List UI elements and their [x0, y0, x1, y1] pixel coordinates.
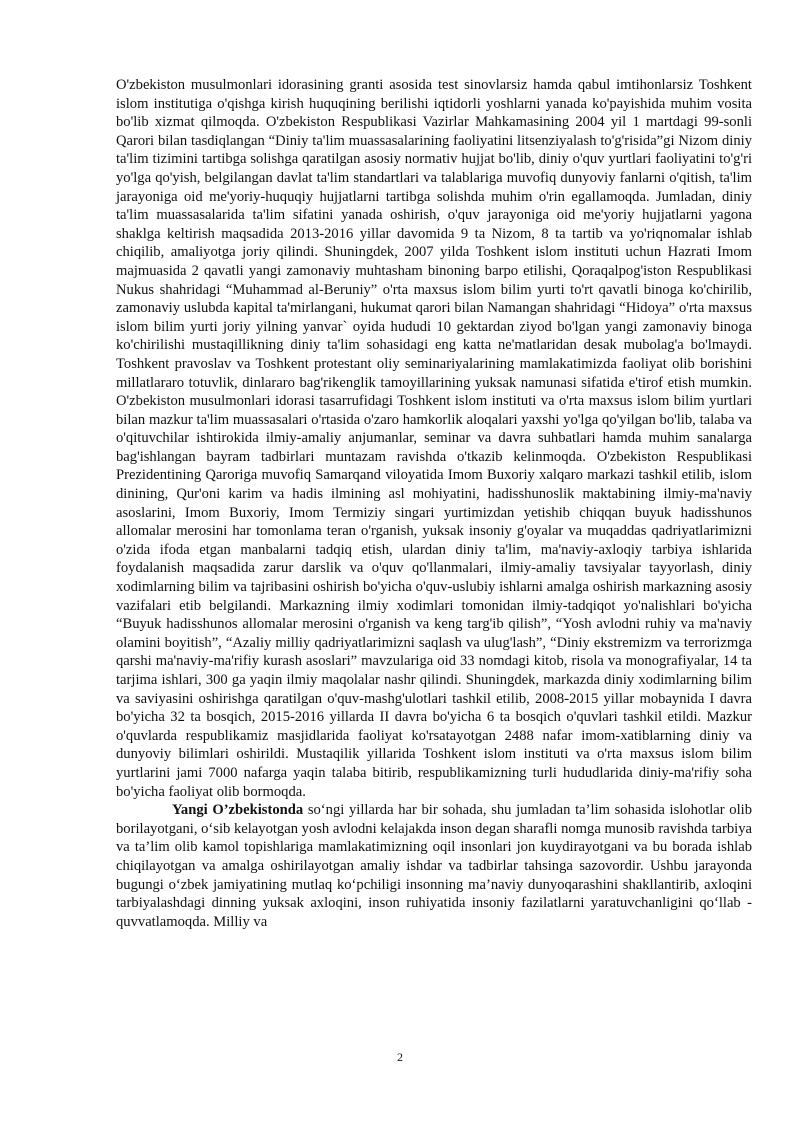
paragraph-lead-bold: Yangi O’zbekistonda — [172, 802, 304, 819]
body-text — [116, 76, 752, 931]
paragraph — [116, 801, 752, 931]
paragraph-body: so‘ngi yillarda har bir sohada, shu jumladan ta’lim sohasida islohotlar olib borilayotgani, o‘sib kelayotgan yosh avlodni kelajakda inson degan sharafli nomga munosib ravishda tarbiya va ta’lim olib kamol topishlariga mamlakatimizning oqil insonlari jon kuydirayotgani va bu borada ishlab chiqilayotgan va amalga oshirilayotgan amaliy ishdar va tadbirlar tahsinga sazovordir. Ushbu jarayonda bugungi o‘zbek jamiyatining mutlaq ko‘pchiligi insonning ma’naviy dunyoqarashini shakllantirib, axloqini tarbiyalashdagi dinning yuksak axloqini, inson ruhiyatida insoniy fazilatlarni yaratuvchanligini qo‘llab - quvvatlamoqda. Milliy va — [116, 802, 752, 930]
page-number: 2 — [397, 1050, 403, 1064]
paragraph: O'zbekiston musulmonlari idorasining granti asosida test sinovlarsiz hamda qabul imtihonlarsiz Toshkent islom institutiga o'qishga kirish huquqining berilishi iqtidorli yoshlarni yanada ko'payishida muhim vosita bo'lib xizmat qilmoqda. O'zbekiston Respublikasi Vazirlar Mahkamasining 2004 yil 1 martdagi 99-sonli Qarori bilan tasdiqlangan “Diniy ta'lim muassasalarining faoliyatini litsenziyalash to'g'risida”gi Nizom diniy ta'lim tizimini tartibga solishga qaratilgan asosiy normativ hujjat bo'lib, diniy o'quv yurtlari faoliyatini to'g'ri yo'lga qo'yish, belgilangan davlat ta'lim standartlari va talablariga muvofiq dunyoviy fanlarni o'qitish, ta'lim jarayoniga oid me'yoriy-huquqiy hujjatlarni tartibga solishda muhim o'rin egallamoqda. Jumladan, diniy ta'lim muassasalarida ta'lim sifatini yanada oshirish, o'quv jarayoniga oid me'yoriy hujjatlarni yagona shaklga keltirish maqsadida 2013-2016 yillar davomida 9 ta Nizom, 8 ta tartib va yo'riqnomalar ishlab chiqilib, amaliyotga joriy qilindi. Shuningdek, 2007 yilda Toshkent islom instituti uchun Hazrati Imom majmuasida 2 qavatli yangi zamonaviy muhtasham binoning barpo etilishi, Qoraqalpog'iston Respublikasi Nukus shahridagi “Muhammad al-Beruniy” o'rta maxsus islom bilim yurti to'rt qavatli binoga ko'chirilib, zamonaviy uslubda kapital ta'mirlangani, hukumat qarori bilan Namangan shahridagi “Hidoya” o'rta maxsus islom bilim yurti joriy yilning yanvar` oyida hududi 10 gektardan ziyod bo'lgan yangi zamonaviy binoga ko'chirilishi mustaqillikning diniy ta'lim sohasidagi eng katta ne'matlaridan desak mubolag'a bo'lmaydi. Toshkent pravoslav va Toshkent protestant oliy seminariyalarining mamlakatimizda faoliyat olib borishini millatlararo totuvlik, dinlararo bag'rikenglik tamoyillarining yuksak namunasi sifatida e'tirof etish mumkin. O'zbekiston musulmonlari idorasi tasarrufidagi Toshkent islom instituti va o'rta maxsus islom bilim yurtlari bilan mazkur ta'lim muassasalari o'rtasida o'zaro hamkorlik aloqalari yaxshi yo'lga qo'yilgan bo'lib, talaba va o'qituvchilar ishtirokida ilmiy-amaliy anjumanlar, seminar va davra suhbatlari hamda muhim sanalarga bag'ishlangan bayram tadbirlari muntazam ravishda o'tkazib kelinmoqda. O'zbekiston Respublikasi Prezidentining Qaroriga muvofiq Samarqand viloyatida Imom Buxoriy xalqaro markazi tashkil etilib, islom dinining, Qur'oni karim va hadis ilmining asl mohiyatini, hadisshunoslik maktabining ilmiy-ma'naviy asoslarini, Imom Buxoriy, Imom Termiziy singari yurtimizdan yetishib chiqqan buyuk hadisshunos allomalar merosini har tomonlama teran o'rganish, yuksak insoniy g'oyalar va muqaddas qadriyatlarimizni o'zida ifoda etgan manbalarni tadqiq etish, ulardan diniy ta'lim, ma'naviy-axloqiy tarbiya ishlarida foydalanish maqsadida zarur darslik va o'quv qo'llanmalari, ilmiy-amaliy tavsiyalar tayyorlash, diniy xodimlarning bilim va tajribasini oshirish bo'yicha o'quv-uslubiy ishlarni amalga oshirish markazning asosiy vazifalari etib belgilandi. Markazning ilmiy xodimlari tomonidan ilmiy-tadqiqot yo'nalishlari bo'yicha “Buyuk hadisshunos allomalar merosini o'rganish va keng targ'ib qilish”, “Yosh avlodni ruhiy va ma'naviy olamini boyitish”, “Azaliy milliy qadriyatlarimizni saqlash va ulug'lash”, “Diniy ekstremizm va terrorizmga qarshi ma'naviy-ma'rifiy kurash asoslari” mavzulariga oid 33 nomdagi kitob, risola va monografiyalar, 14 ta tarjima ishlari, 300 ga yaqin ilmiy maqolalar nashr qilindi. Shuningdek, markazda diniy xodimlarning bilim va saviyasini oshirishga qaratilgan o'quv-mashg'ulotlari tashkil etilib, 2008-2015 yillar mobaynida I davra bo'yicha 32 ta bosqich, 2015-2016 yillarda II davra bo'yicha 6 ta bosqich o'quvlari tashkil etildi. Mazkur o'quvlarda respublikamiz masjidlarida faoliyat ko'rsatayotgan 2488 nafar imom-xatiblarning diniy va dunyoviy bilimlari oshirildi. Mustaqilik yillarida Toshkent islom instituti va o'rta maxsus islom bilim yurtlarini jami 7000 nafarga yaqin talaba bitirib, respublikamizning turli hududlarida diniy-ma'rifiy soha bo'yicha faoliyat olib bormoqda. — [116, 77, 752, 800]
